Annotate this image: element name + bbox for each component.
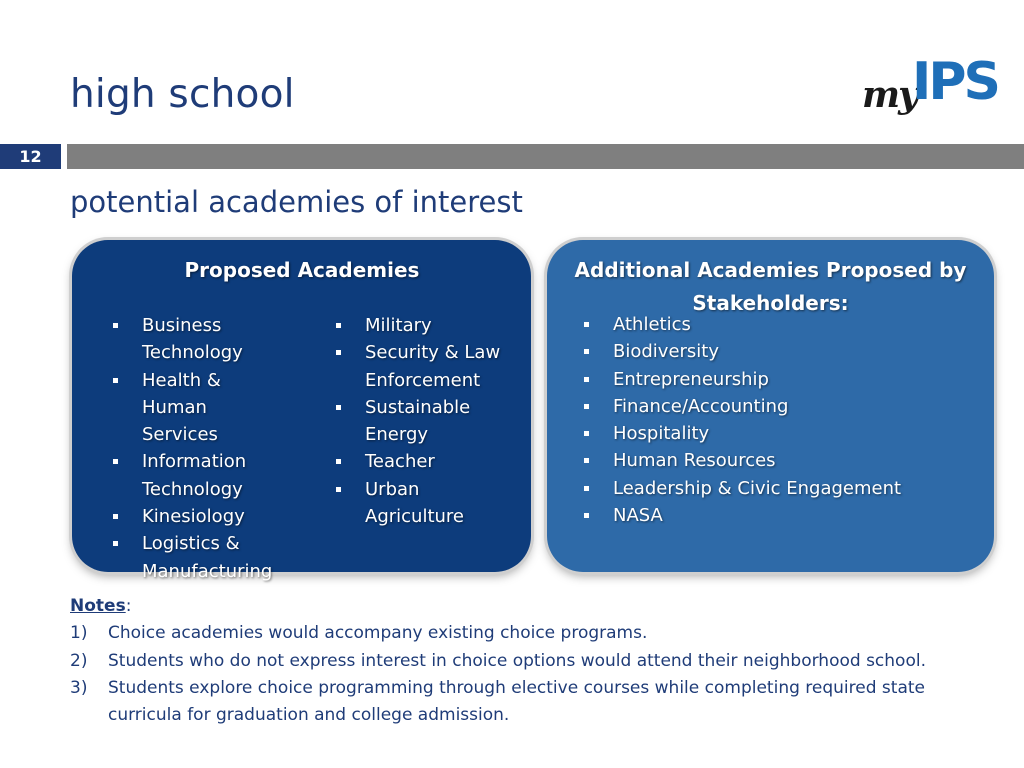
list-item: Sustainable Energy [336,394,511,449]
list-item: Biodiversity [584,338,984,365]
note-item [70,648,990,675]
logo-ips-text: IPS [912,52,998,112]
additional-academies-heading: Additional Academies Proposed by Stakeholders: [574,258,967,315]
list-item: Health & Human Services [113,367,283,449]
list-item: Information Technology [113,448,283,503]
list-item: Military [336,312,511,339]
note-text: Students who do not express interest in choice options would attend their neighborhood school. [108,650,926,671]
list-item: NASA [584,502,984,529]
list-item: Teacher [336,448,511,475]
proposed-list-column-a [113,312,283,585]
list-item: Business Technology [113,312,283,367]
list-item: Finance/Accounting [584,393,984,420]
page-number: 12 [0,144,61,169]
note-text: Students explore choice programming through elective courses while completing required state curricula for graduation and college admission. [108,677,925,726]
proposed-academies-panel [72,240,531,582]
note-number: 1) [70,623,88,644]
title-rule [67,144,1024,169]
notes-label-colon: : [125,596,132,616]
additional-academies-panel [547,240,994,572]
note-item [70,620,990,647]
list-item: Leadership & Civic Engagement [584,475,984,502]
list-item: Security & Law Enforcement [336,339,511,394]
note-number: 2) [70,650,88,671]
list-item: Entrepreneurship [584,366,984,393]
note-item [70,675,990,730]
list-item: Human Resources [584,447,984,474]
note-number: 3) [70,677,88,698]
list-item: Athletics [584,311,984,338]
proposed-academies-heading: Proposed Academies [184,258,420,282]
notes-section [70,593,990,729]
additional-list [584,311,984,529]
notes-heading [70,593,990,620]
note-text: Choice academies would accompany existing choice programs. [108,623,648,644]
list-item: Hospitality [584,420,984,447]
slide-subtitle: potential academies of interest [70,185,523,219]
myips-logo [862,52,1007,124]
notes-label: Notes [70,596,126,616]
list-item: Urban Agriculture [336,476,511,531]
list-item: Kinesiology [113,503,283,530]
notes-list [70,620,990,729]
list-item: Logistics & Manufacturing [113,530,283,585]
logo-my-text: my [862,74,918,116]
proposed-list-column-b [336,312,511,530]
slide-title: high school [70,72,295,117]
